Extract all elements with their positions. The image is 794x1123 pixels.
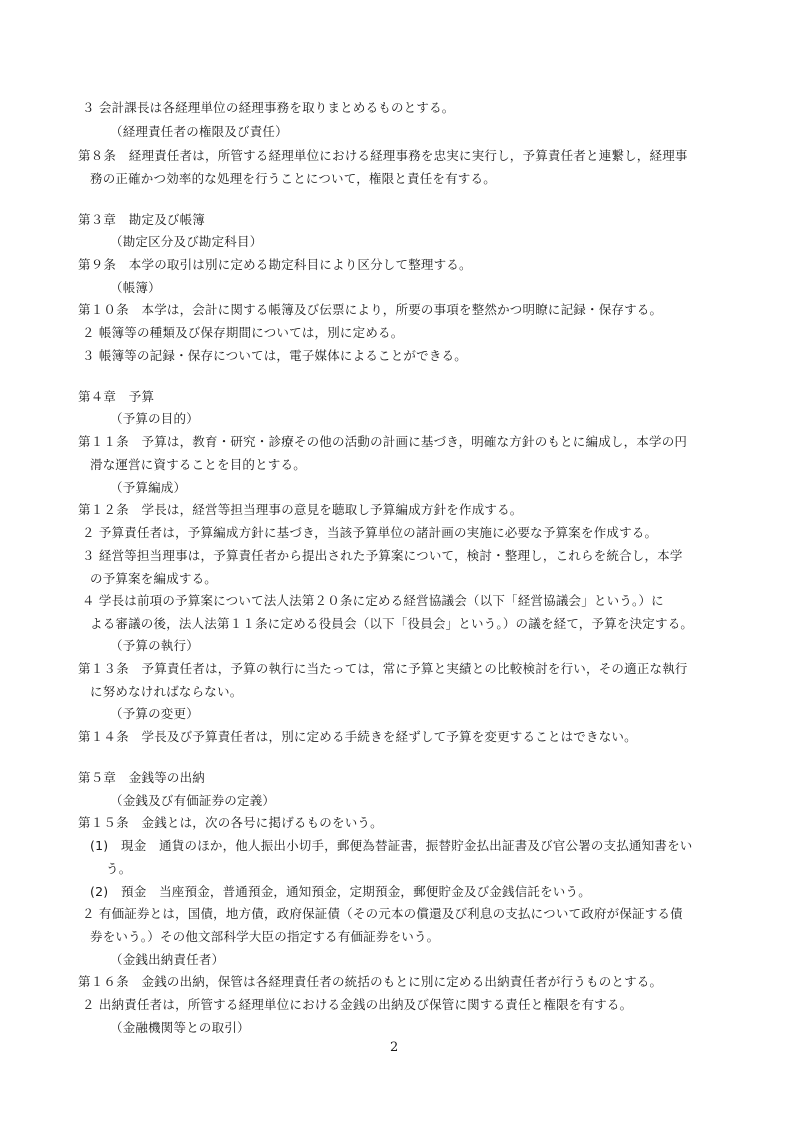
list-item: (2) 預金 当座預金，普通預金，通知預金，定期預金，郵便貯金及び金銭信託をいう。 bbox=[90, 884, 591, 899]
article-text: 第１０条 本学は，会計に関する帳簿及び伝票により，所要の事項を整然かつ明瞭に記録・保存する。 bbox=[78, 302, 663, 317]
section-heading: （金銭出納責任者） bbox=[110, 952, 225, 967]
section-heading: （金銭及び有価証券の定義） bbox=[110, 793, 276, 808]
text-line: の予算案を編成する。 bbox=[90, 571, 218, 586]
text-line: ２ 帳簿等の種類及び保存期間については，別に定める。 bbox=[82, 325, 404, 340]
section-heading: （予算の執行） bbox=[110, 638, 199, 653]
article-text: 第９条 本学の取引は別に定める勘定科目により区分して整理する。 bbox=[78, 257, 472, 272]
text-line: ３ 経営等担当理事は，予算責任者から提出された予算案について，検討・整理し，これらを統合し，本学 bbox=[82, 548, 683, 563]
text-line: よる審議の後，法人法第１１条に定める役員会（以下「役員会」という。）の議を経て，予算を決定する。 bbox=[90, 616, 694, 631]
article-text: 第１１条 予算は，教育・研究・診療その他の活動の計画に基づき，明確な方針のもとに編成し，本学の円 bbox=[78, 434, 688, 449]
article-text: 第１４条 学長及び予算責任者は，別に定める手続きを経ずして予算を変更することはできない。 bbox=[78, 729, 637, 744]
text-line: ３ 帳簿等の記録・保存については，電子媒体によることができる。 bbox=[82, 348, 467, 363]
section-heading: （帳簿） bbox=[110, 280, 161, 295]
section-heading: （経理責任者の権限及び責任） bbox=[110, 124, 288, 139]
article-text: 第１３条 予算責任者は，予算の執行に当たっては，常に予算と実績との比較検討を行い，その適正な執行 bbox=[78, 661, 688, 676]
text-line: 滑な運営に資することを目的とする。 bbox=[90, 457, 306, 472]
section-heading: （予算編成） bbox=[110, 480, 187, 495]
chapter-heading: 第５章 金銭等の出納 bbox=[78, 770, 206, 785]
section-heading: （金融機関等との取引） bbox=[110, 1020, 250, 1035]
text-line: う。 bbox=[106, 861, 132, 876]
article-text: 第１５条 金銭とは，次の各号に掲げるものをいう。 bbox=[78, 815, 383, 830]
text-line: 務の正確かつ効率的な処理を行うことについて，権限と責任を有する。 bbox=[90, 171, 496, 186]
section-heading: （勘定区分及び勘定科目） bbox=[110, 234, 263, 249]
article-text: 第８条 経理責任者は，所管する経理単位における経理事務を忠実に実行し，予算責任者と連繋し，経理事 bbox=[78, 148, 688, 163]
article-text: 第１２条 学長は，経営等担当理事の意見を聴取し予算編成方針を作成する。 bbox=[78, 502, 523, 517]
chapter-heading: 第３章 勘定及び帳簿 bbox=[78, 212, 206, 227]
list-item: (1) 現金 通貨のほか，他人振出小切手，郵便為替証書，振替貯金払出証書及び官公署の支払通知書をい bbox=[90, 838, 693, 853]
text-line: 券をいう。）その他文部科学大臣の指定する有価証券をいう。 bbox=[90, 929, 440, 944]
text-line: ３ 会計課長は各経理単位の経理事務を取りまとめるものとする。 bbox=[82, 100, 455, 115]
section-heading: （予算の変更） bbox=[110, 706, 199, 721]
text-line: ２ 有価証券とは，国債，地方債，政府保証債（その元本の償還及び利息の支払について政府が保証する債 bbox=[82, 906, 683, 921]
chapter-heading: 第４章 予算 bbox=[78, 389, 155, 404]
section-heading: （予算の目的） bbox=[110, 411, 199, 426]
text-line: ２ 出納責任者は，所管する経理単位における金銭の出納及び保管に関する責任と権限を有する。 bbox=[82, 997, 633, 1012]
text-line: に努めなければならない。 bbox=[90, 684, 243, 699]
text-line: ４ 学長は前項の予算案について法人法第２０条に定める経営協議会（以下「経営協議会」という。）に bbox=[82, 593, 664, 608]
article-text: 第１６条 金銭の出納，保管は各経理責任者の統括のもとに別に定める出納責任者が行うものとする。 bbox=[78, 974, 663, 989]
text-line: ２ 予算責任者は，予算編成方針に基づき，当該予算単位の諸計画の実施に必要な予算案を作成する。 bbox=[82, 525, 658, 540]
page-number: 2 bbox=[390, 1040, 399, 1055]
